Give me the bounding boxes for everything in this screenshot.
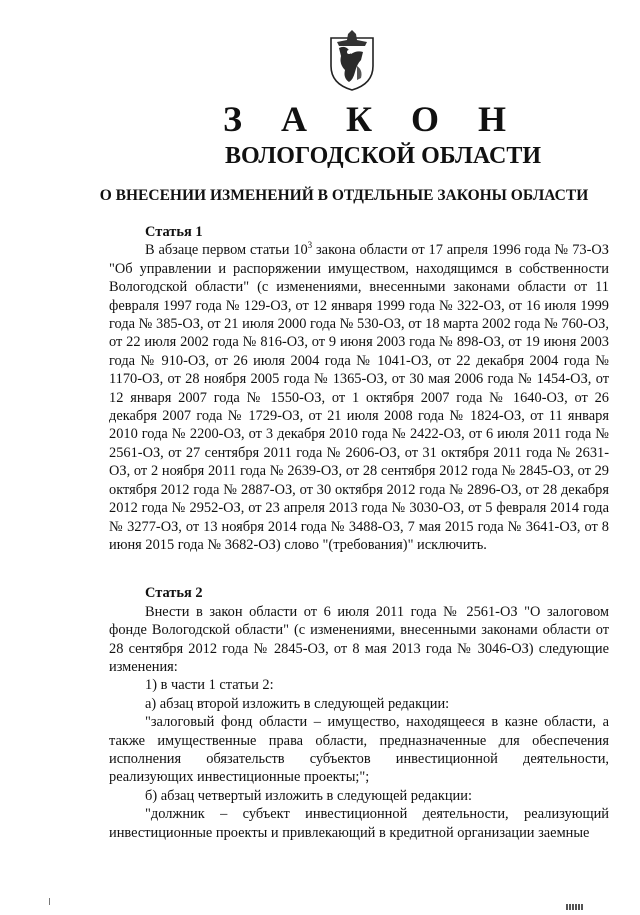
document-title: З А К О Н xyxy=(222,99,522,139)
article-1-text-start: В абзаце первом статьи 10 xyxy=(145,242,308,259)
article-2-paragraph: б) абзац четвертый изложить в следующей редакции: xyxy=(145,787,472,804)
article-1-heading: Статья 1 xyxy=(145,224,203,240)
article-2-paragraph: "залоговый фонд области – имущество, находящееся в казне области, а также имущественные права области, предназначенные для обеспечения исполнения обязательств субъектов инвестиционной деятельности, реализующих инвестиционные проекты;"; xyxy=(109,714,609,786)
article-1-text-rest: закона области от 17 апреля 1996 года № 73-ОЗ "Об управлении и распоряжении имуществом, находящимся в собственности Вологодской области" (с изменениями, внесенными законами области от 11 февраля 1997 года № 129-ОЗ, от 12 января 1999 года № 322-ОЗ, от 16 июля 1999 года № 385-ОЗ, от 21 июля 2000 года № 530-ОЗ, от 18 марта 2002 года № 760-ОЗ, от 22 июля 2002 года № 816-ОЗ, от 9 июня 2003 года № 898-ОЗ, от 19 июня 2003 года № 910-ОЗ, от 26 июля 2004 года № 1041-ОЗ, от 22 декабря 2004 года № 1170-ОЗ, от 28 ноября 2005 года № 1365-ОЗ, от 30 мая 2006 года № 1454-ОЗ, от 12 января 2007 года № 1550-ОЗ, от 1 октября 2007 года № 1640-ОЗ, от 26 декабря 2007 года № 1729-ОЗ, от 21 июля 2008 года № 1824-ОЗ, от 11 января 2010 года № 2200-ОЗ, от 3 декабря 2010 года № 2422-ОЗ, от 6 июля 2011 года № 2561-ОЗ, от 27 сентября 2011 года № 2606-ОЗ, от 31 октября 2011 года № 2631-ОЗ, от 2 ноября 2011 года № 2639-ОЗ, от 28 сентября 2012 года № 2845-ОЗ, от 29 октября 2012 года № 2887-ОЗ, от 30 октября 2012 года № 2896-ОЗ, от 28 декабря 2012 года № 2952-ОЗ, от 23 апреля 2013 года № 3030-ОЗ, от 5 февраля 2014 года № 3277-ОЗ, от 13 ноября 2014 года № 3488-ОЗ, 7 мая 2015 года № 3641-ОЗ, от 8 июня 2015 года № 3682-ОЗ) слово "(требования)" исключить. xyxy=(109,242,609,553)
document-region: ВОЛОГОДСКОЙ ОБЛАСТИ xyxy=(224,143,542,169)
section-gap xyxy=(109,554,609,584)
coat-of-arms-emblem-icon xyxy=(327,30,377,92)
article-2-paragraph: а) абзац второй изложить в следующей редакции: xyxy=(145,695,450,712)
scan-barcode-mark xyxy=(566,897,590,903)
article-2-heading: Статья 2 xyxy=(145,585,203,602)
scan-edge-mark xyxy=(49,898,50,905)
article-2-paragraph: Внести в закон области от 6 июля 2011 года № 2561-ОЗ "О залоговом фонде Вологодской области" (с изменениями, внесенными законами области от 28 сентября 2012 года № 2845-ОЗ, от 8 мая 2013 года № 3046-ОЗ) следующие изменения: xyxy=(109,603,609,675)
article-2-paragraph: "должник – субъект инвестиционной деятельности, реализующий инвестиционные проекты и привлекающий в кредитной организации заемные xyxy=(109,806,609,841)
document-subject: О ВНЕСЕНИИ ИЗМЕНЕНИЙ В ОТДЕЛЬНЫЕ ЗАКОНЫ ОБЛАСТИ xyxy=(99,187,589,204)
article-number-superscript: 3 xyxy=(307,240,313,251)
article-2-paragraph: 1) в части 1 статьи 2: xyxy=(145,677,274,694)
document-body xyxy=(109,223,609,842)
article-1-paragraph xyxy=(109,241,609,554)
